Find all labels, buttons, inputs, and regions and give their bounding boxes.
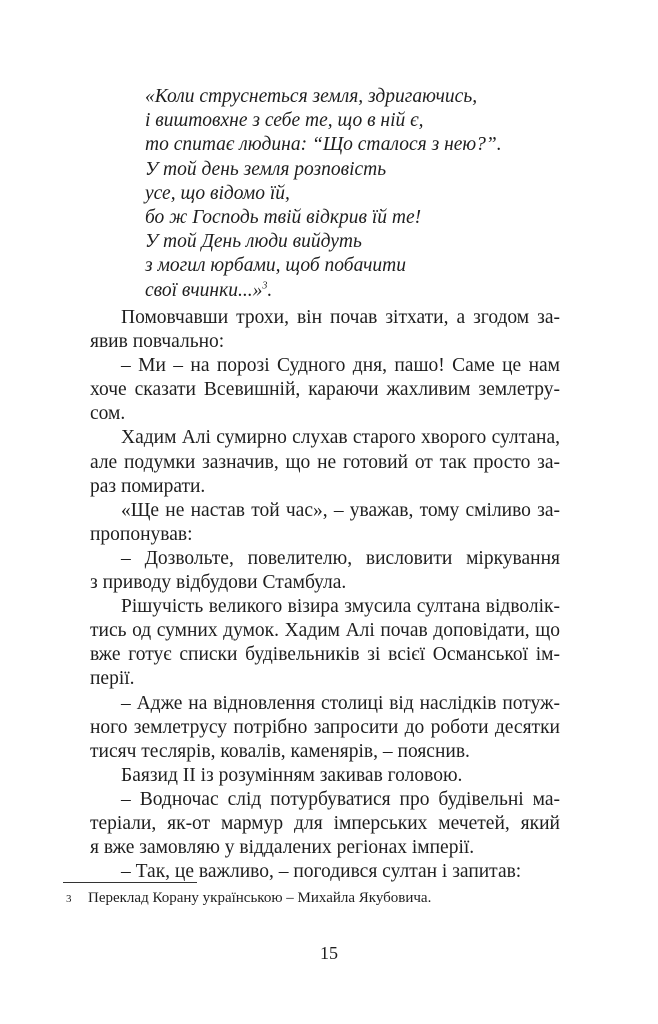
text-line: Помовчавши трохи, він почав зітхати, а згодом за- xyxy=(121,307,560,328)
verse-line: усе, що відомо їй, xyxy=(145,182,290,204)
body-text xyxy=(90,306,560,884)
text-line: пропонував: xyxy=(90,523,193,545)
text-line: я вже замовляю у віддалених регіонах імперії. xyxy=(90,837,475,859)
verse-line-text: свої вчинки...» xyxy=(145,279,263,301)
text-line: але подумки зазначив, що не готовий от так просто за- xyxy=(90,451,560,473)
quoted-verse xyxy=(145,85,502,303)
verse-line: «Коли струснеться земля, здригаючись, xyxy=(145,86,478,107)
text-line: – Водночас слід потурбуватися про будівельні ма- xyxy=(121,788,560,810)
verse-line: то спитає людина: “Що сталося з нею?”. xyxy=(145,134,502,156)
verse-line: У той День люди вийдуть xyxy=(145,231,362,253)
text-line: Баязид II із розумінням закивав головою. xyxy=(121,764,463,786)
text-line: раз помирати. xyxy=(90,475,206,497)
footnote-reference: 3 xyxy=(262,280,268,292)
verse-line-last xyxy=(145,279,502,303)
page-number: 15 xyxy=(320,943,338,963)
text-line: – Так, це важливо, – погодився султан і запитав: xyxy=(121,861,522,883)
verse-end-punctuation: . xyxy=(267,279,273,301)
text-line: з приводу відбудови Стамбула. xyxy=(90,572,347,594)
verse-line: бо ж Господь твій відкрив їй те! xyxy=(145,207,422,229)
text-line: тись од сумних думок. Хадим Алі почав доповідати, що xyxy=(90,620,560,642)
footnote xyxy=(66,889,431,907)
footnote-divider xyxy=(63,882,197,883)
text-line: перії. xyxy=(90,668,135,690)
text-line: – Ми – на порозі Судного дня, пашо! Саме це нам xyxy=(121,355,560,377)
text-line: «Ще не настав той час», – уважав, тому сміливо за- xyxy=(121,499,560,521)
verse-line: У той день земля розповість xyxy=(145,158,387,180)
text-line: Хадим Алі сумирно слухав старого хворого султана, xyxy=(121,427,560,449)
text-line: вже готує списки будівельників зі всієї Османської ім- xyxy=(90,644,560,666)
text-line: Рішучість великого візира змусила султана відволік- xyxy=(121,596,560,618)
footnote-number: 3 xyxy=(66,893,72,905)
text-line: – Адже на відновлення столиці від наслідків потуж- xyxy=(121,692,560,714)
text-line: сом. xyxy=(90,403,126,425)
text-line: – Дозвольте, повелителю, висловити міркування xyxy=(121,547,560,569)
verse-line: і виштовхне з себе те, що в ній є, xyxy=(145,110,424,132)
verse-line: з могил юрбами, щоб побачити xyxy=(145,255,406,277)
text-line: явив повчально: xyxy=(90,331,225,353)
text-line: теріали, як-от мармур для імперських мечетей, який xyxy=(90,812,560,834)
text-line: тисяч теслярів, ковалів, каменярів, – пояснив. xyxy=(90,740,470,762)
footnote-text: Переклад Корану українською – Михайла Якубовича. xyxy=(88,890,432,906)
text-line: хоче сказати Всевишній, караючи жахливим землетру- xyxy=(90,379,560,401)
text-line: ного землетрусу потрібно запросити до роботи десятки xyxy=(90,716,560,738)
